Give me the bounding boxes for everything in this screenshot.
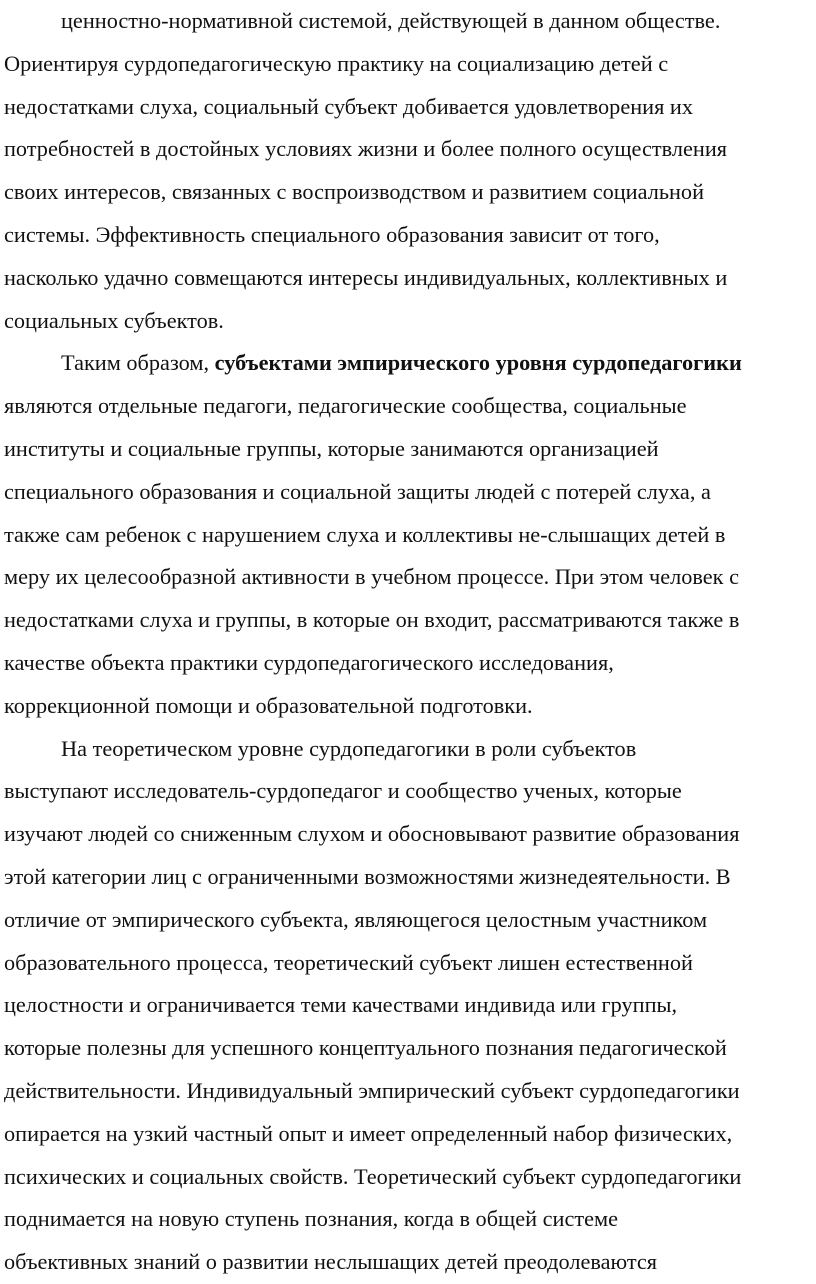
text-line-with-emphasis	[4, 342, 810, 385]
text-line: образовательного процесса, теоретический субъект лишен естественной	[4, 949, 693, 975]
text-run: Таким образом,	[61, 350, 215, 376]
text-line: этой категории лиц с ограниченными возможностями жизнедеятельности. В	[4, 863, 731, 889]
text-line: социальных субъектов.	[4, 307, 224, 333]
text-line: объективных знаний о развитии неслышащих детей преодолеваются	[4, 1249, 658, 1275]
text-line: институты и социальные группы, которые занимаются организацией	[4, 435, 659, 461]
emphasized-term: субъектами эмпирического уровня сурдопедагогики	[214, 350, 742, 376]
text-line: психических и социальных свойств. Теоретический субъект сурдопедагогики	[4, 1163, 742, 1189]
text-line: недостатками слуха, социальный субъект добивается удовлетворения их	[4, 93, 694, 119]
text-line: меру их целесообразной активности в учебном процессе. При этом человек с	[4, 564, 739, 590]
text-line: своих интересов, связанных с воспроизводством и развитием социальной	[4, 179, 705, 205]
text-line: выступают исследователь-сурдопедагог и сообщество ученых, которые	[4, 778, 682, 804]
text-line: ценностно-нормативной системой, действующей в данном обществе.	[61, 8, 721, 33]
text-line: которые полезны для успешного концептуального познания педагогической	[4, 1035, 727, 1061]
text-line: коррекционной помощи и образовательной подготовки.	[4, 692, 533, 718]
text-line: целостности и ограничивается теми качествами индивида или группы,	[4, 992, 678, 1018]
text-line: недостатками слуха и группы, в которые он входит, рассматриваются также в	[4, 607, 740, 633]
paragraph-2	[4, 342, 810, 727]
text-line: потребностей в достойных условиях жизни и более полного осуществления	[4, 136, 728, 162]
paragraph-1	[4, 0, 810, 342]
text-line: специального образования и социальной защиты людей с потерей слуха, а	[4, 478, 711, 504]
text-line: Ориентируя сурдопедагогическую практику на социализацию детей с	[4, 50, 669, 76]
text-line: изучают людей со сниженным слухом и обосновывают развитие образования	[4, 821, 740, 847]
text-line: насколько удачно совмещаются интересы индивидуальных, коллективных и	[4, 264, 728, 290]
text-line: действительности. Индивидуальный эмпирический субъект сурдопедагогики	[4, 1077, 740, 1103]
text-line: качестве объекта практики сурдопедагогического исследования,	[4, 649, 614, 675]
text-line: опирается на узкий частный опыт и имеет определенный набор физических,	[4, 1120, 733, 1146]
text-line: На теоретическом уровне сурдопедагогики в роли субъектов	[61, 735, 637, 761]
text-line: являются отдельные педагоги, педагогические сообщества, социальные	[4, 393, 687, 419]
text-line: отличие от эмпирического субъекта, являющегося целостным участником	[4, 906, 708, 932]
paragraph-3	[4, 728, 810, 1284]
text-line: поднимается на новую ступень познания, когда в общей системе	[4, 1206, 618, 1232]
text-line: также сам ребенок с нарушением слуха и коллективы не-слышащих детей в	[4, 521, 726, 547]
text-line: системы. Эффективность специального образования зависит от того,	[4, 221, 660, 247]
